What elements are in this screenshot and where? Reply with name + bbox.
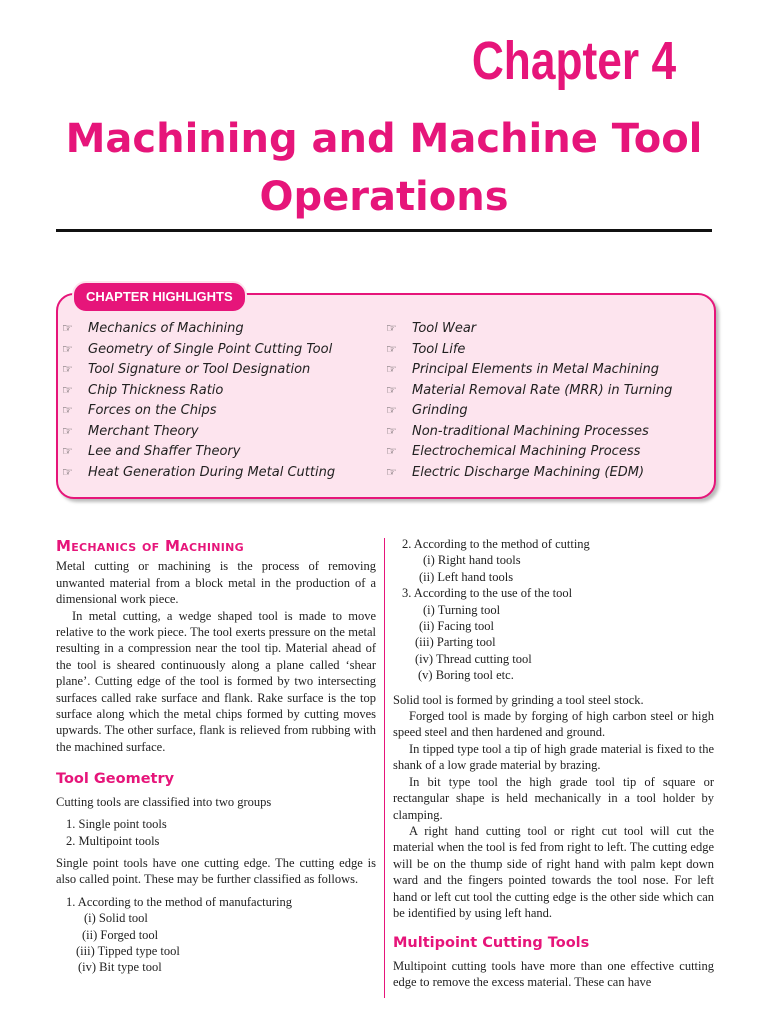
list-item: (i) Right hand tools <box>423 553 521 568</box>
pointing-hand-icon: ☞ <box>386 362 397 376</box>
paragraph: Forged tool is made by forging of high carbon steel or high speed steel and then hardened and ground. <box>393 709 714 740</box>
highlight-item: ☞ Electrochemical Machining Process <box>386 441 672 462</box>
pointing-hand-icon: ☞ <box>62 464 73 479</box>
highlight-item: ☞ Tool Wear <box>386 318 672 339</box>
highlight-item: ☞ Non-traditional Machining Processes <box>386 421 672 442</box>
list-item: 2. Multipoint tools <box>66 833 160 848</box>
paragraph: In bit type tool the high grade tool tip of square or rectangular shape is held mechanically in a tool holder by clamping. <box>393 774 714 822</box>
highlight-item: ☞ Forces on the Chips <box>62 400 335 421</box>
use-list <box>413 602 714 684</box>
highlight-item: ☞ Chip Thickness Ratio <box>62 380 335 401</box>
chapter-highlights-tab: CHAPTER HIGHLIGHTS <box>72 281 247 313</box>
list-item: (ii) Left hand tools <box>419 569 514 584</box>
highlights-left-list <box>62 318 335 482</box>
pointing-hand-icon: ☞ <box>62 403 73 417</box>
highlight-item: ☞ Mechanics of Machining <box>62 318 335 339</box>
list-item: (i) Solid tool <box>84 911 148 926</box>
list-item: (ii) Forged tool <box>82 927 159 942</box>
highlight-item: ☞ Tool Signature or Tool Designation <box>62 359 335 380</box>
section-heading-mechanics: Mechanics of Machining <box>56 537 244 555</box>
chapter-title-line1: Machining and Machine Tool <box>65 116 703 162</box>
manufacturing-list <box>76 910 376 976</box>
highlight-item: ☞ Merchant Theory <box>62 421 335 442</box>
pointing-hand-icon: ☞ <box>386 444 397 458</box>
pointing-hand-icon: ☞ <box>386 464 397 479</box>
highlight-item: ☞ Electric Discharge Machining (EDM) <box>386 462 672 483</box>
list-item: (v) Boring tool etc. <box>418 668 514 683</box>
highlight-item: ☞ Principal Elements in Metal Machining <box>386 359 672 380</box>
pointing-hand-icon: ☞ <box>386 403 397 417</box>
list-item: (ii) Facing tool <box>419 619 494 634</box>
list-item: (iv) Thread cutting tool <box>415 651 532 666</box>
list-item: (iii) Tipped type tool <box>76 943 180 958</box>
chapter-title <box>0 110 768 226</box>
highlight-item: ☞ Material Removal Rate (MRR) in Turning <box>386 380 672 401</box>
pointing-hand-icon: ☞ <box>386 423 397 438</box>
right-column <box>393 536 714 991</box>
pointing-hand-icon: ☞ <box>386 321 397 335</box>
highlight-item: ☞ Grinding <box>386 400 672 421</box>
pointing-hand-icon: ☞ <box>62 444 73 458</box>
pointing-hand-icon: ☞ <box>62 362 73 376</box>
section-heading-tool-geometry: Tool Geometry <box>56 771 175 788</box>
highlights-right-list <box>386 318 672 482</box>
column-divider <box>384 538 385 998</box>
tool-groups-list <box>66 816 376 849</box>
cutting-list <box>419 552 714 585</box>
pointing-hand-icon: ☞ <box>386 341 397 356</box>
paragraph: Cutting tools are classified into two groups <box>56 794 272 809</box>
title-rule <box>56 229 712 232</box>
pointing-hand-icon: ☞ <box>62 341 73 356</box>
highlight-item: ☞ Lee and Shaffer Theory <box>62 441 335 462</box>
list-heading: 3. According to the use of the tool <box>402 586 573 601</box>
highlight-item: ☞ Tool Life <box>386 339 672 360</box>
list-item: (iv) Bit type tool <box>78 960 162 975</box>
list-heading: 2. According to the method of cutting <box>402 537 590 551</box>
list-item: (iii) Parting tool <box>415 635 496 650</box>
chapter-title-line2: Operations <box>259 174 509 220</box>
highlight-item: ☞ Geometry of Single Point Cutting Tool <box>62 339 335 360</box>
paragraph: Single point tools have one cutting edge. The cutting edge is also called point. These may be further classified as follows. <box>56 855 376 887</box>
paragraph: A right hand cutting tool or right cut tool will cut the material when the tool is fed from right to left. The cutting edge will be on the thump side of right hand with palm kept down ward and the fingers pointed towards the tool nose. For left hand or left cut tool the cutting edge is the other side which can be identified by using left hand. <box>393 823 714 920</box>
paragraph: Metal cutting or machining is the process of removing unwanted material from a block metal in the production of a dimensional work piece. <box>56 559 376 607</box>
list-heading: 1. According to the method of manufacturing <box>66 894 292 909</box>
pointing-hand-icon: ☞ <box>62 321 73 335</box>
pointing-hand-icon: ☞ <box>62 423 73 438</box>
list-item: 1. Single point tools <box>66 817 167 832</box>
pointing-hand-icon: ☞ <box>386 382 397 397</box>
pointing-hand-icon: ☞ <box>62 382 73 397</box>
paragraph: In tipped type tool a tip of high grade material is fixed to the shank of a low grade material by brazing. <box>393 741 714 773</box>
chapter-number: Chapter 4 <box>471 31 676 91</box>
highlight-item: ☞ Heat Generation During Metal Cutting <box>62 462 335 483</box>
section-heading-multipoint: Multipoint Cutting Tools <box>393 935 590 952</box>
paragraph: Multipoint cutting tools have more than one effective cutting edge to remove the excess material. These can have <box>393 958 714 990</box>
paragraph: Solid tool is formed by grinding a tool steel stock. <box>393 692 644 707</box>
list-item: (i) Turning tool <box>423 602 501 617</box>
left-column <box>56 538 376 976</box>
paragraph: In metal cutting, a wedge shaped tool is made to move relative to the work piece. The tool exerts pressure on the metal resulting in a compression near the tool tip. Material ahead of the tool is sheared continuously along a plane called ‘shear plane’. Cutting edge of the tool is formed by two intersecting surfaces called rake surface and flank. Rake surface is the top surface along which the metal chips formed by cutting moves upwards. The other surface, flank is relieved from rubbing with the machined surface. <box>56 608 376 754</box>
